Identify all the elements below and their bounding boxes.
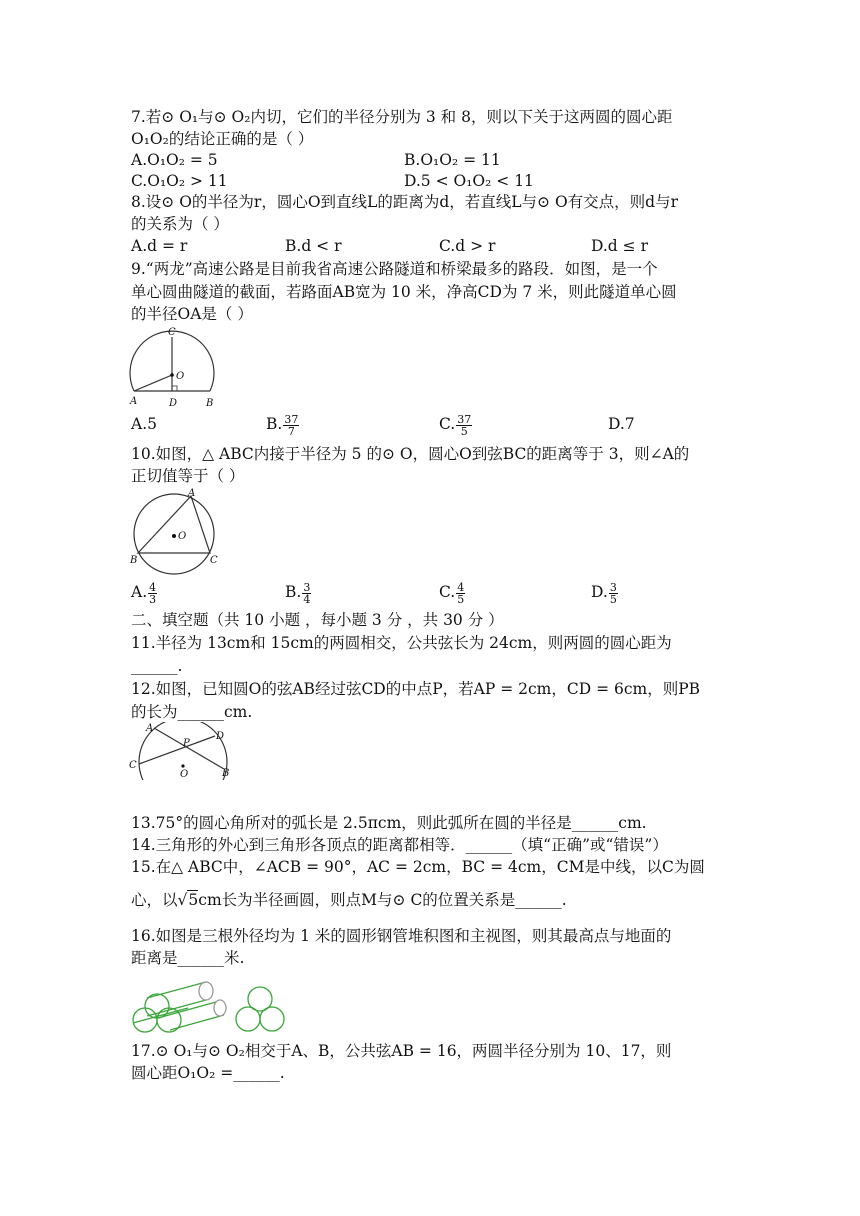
q10-option-a: A. $\frac{4}{3}$ [131, 580, 157, 606]
q12-label-b: B [222, 768, 230, 779]
q8-option-b: B.d < r [285, 237, 342, 255]
q10-option-c: C. $\frac{4}{5}$ [439, 580, 465, 606]
q7-option-b: B.O₁O₂ = 11 [404, 151, 501, 169]
q10-option-d: D. $\frac{3}{5}$ [591, 580, 617, 606]
q12-line1: 12.如图，已知圆O的弦AB经过弦CD的中点P，若AP = 2cm，CD = 6cm，则PB [131, 680, 701, 698]
q9-label-a: A [130, 396, 138, 407]
q9-line2: 单心圆曲隧道的截面，若路面AB宽为 10 米，净高CD为 7 米，则此隧道单心圆 [131, 283, 677, 301]
q15-line2: 心，以√5cm长为半径画圆，则点M与⊙ C的位置关系是______. [131, 891, 567, 909]
q9-option-a: A.5 [131, 415, 157, 433]
q9-tunnel-figure [128, 325, 218, 411]
q9-label-b: B [206, 398, 214, 409]
q16-pipes-figure [128, 968, 294, 1034]
section-heading-fill-in: 二、填空题（共 10 小题 ，每小题 3 分 ，共 30 分 ） [131, 611, 504, 629]
q10-line1: 10.如图，△ ABC内接于半径为 5 的⊙ O，圆心O到弦BC的距离等于 3，则∠A的 [131, 445, 690, 463]
q8-option-c: C.d > r [439, 237, 496, 255]
q7-option-c: C.O₁O₂ > 11 [131, 172, 228, 190]
q12-label-a: A [146, 723, 154, 734]
q8-line1: 8.设⊙ O的半径为r，圆心O到直线L的距离为d，若直线L与⊙ O有交点，则d与r [131, 193, 678, 211]
q10-label-b: B [130, 555, 138, 566]
q11-line2: ______. [131, 657, 183, 675]
q12-label-d: D [216, 731, 225, 742]
q14-text: 14.三角形的外心到三角形各顶点的距离都相等．______（填“正确”或“错误”） [131, 836, 668, 854]
q9-label-o: O [176, 371, 185, 382]
q9-label-d: D [169, 398, 178, 409]
q12-label-p: P [183, 738, 190, 749]
q8-option-a: A.d = r [131, 237, 188, 255]
q12-label-o: O [180, 769, 189, 780]
q7-option-d: D.5 < O₁O₂ < 11 [404, 172, 534, 190]
q9-label-c: C [168, 327, 176, 338]
q10-option-b: B. $\frac{3}{4}$ [285, 580, 311, 606]
q9-line3: 的半径OA是（ ） [131, 305, 253, 323]
q9-option-d: D.7 [608, 415, 635, 433]
q17-line1: 17.⊙ O₁与⊙ O₂相交于A、B，公共弦AB = 16，两圆半径分别为 10、17，则 [131, 1042, 672, 1060]
q9-option-c: C. $\frac{37}{5}$ [439, 412, 472, 438]
q13-text: 13.75°的圆心角所对的弧长是 2.5πcm，则此弧所在圆的半径是______cm. [131, 814, 647, 832]
q10-label-a: A [188, 488, 196, 499]
q7-line1: 7.若⊙ O₁与⊙ O₂内切，它们的半径分别为 3 和 8，则以下关于这两圆的圆心距 [131, 108, 673, 126]
q7-option-a: A.O₁O₂ = 5 [131, 151, 218, 169]
q16-line2: 距离是______米. [131, 949, 245, 967]
q16-line1: 16.如图是三根外径均为 1 米的圆形钢管堆积图和主视图，则其最高点与地面的 [131, 927, 672, 945]
q10-line2: 正切值等于（ ） [131, 467, 245, 485]
q9-line1: 9.“两龙”高速公路是目前我省高速公路隧道和桥梁最多的路段．如图，是一个 [131, 260, 658, 278]
q15-line1: 15.在△ ABC中，∠ACB = 90°，AC = 2cm，BC = 4cm，CM是中线，以C为圆 [131, 858, 705, 876]
q9-option-b: B. $\frac{37}{7}$ [266, 412, 299, 438]
q17-line2: 圆心距O₁O₂ =______. [131, 1064, 285, 1082]
q12-label-c: C [129, 760, 137, 771]
q10-label-o: O [178, 531, 187, 542]
q10-circle-figure [128, 486, 224, 576]
q11-line1: 11.半径为 13cm和 15cm的两圆相交，公共弦长为 24cm，则两圆的圆心距为 [131, 634, 672, 652]
q12-chord-figure [128, 722, 234, 780]
q7-line2: O₁O₂的结论正确的是（ ） [131, 130, 314, 148]
q8-option-d: D.d ≤ r [591, 237, 648, 255]
q12-line2: 的长为______cm. [131, 703, 253, 721]
q8-line2: 的关系为（ ） [131, 215, 229, 233]
q10-label-c: C [210, 555, 218, 566]
